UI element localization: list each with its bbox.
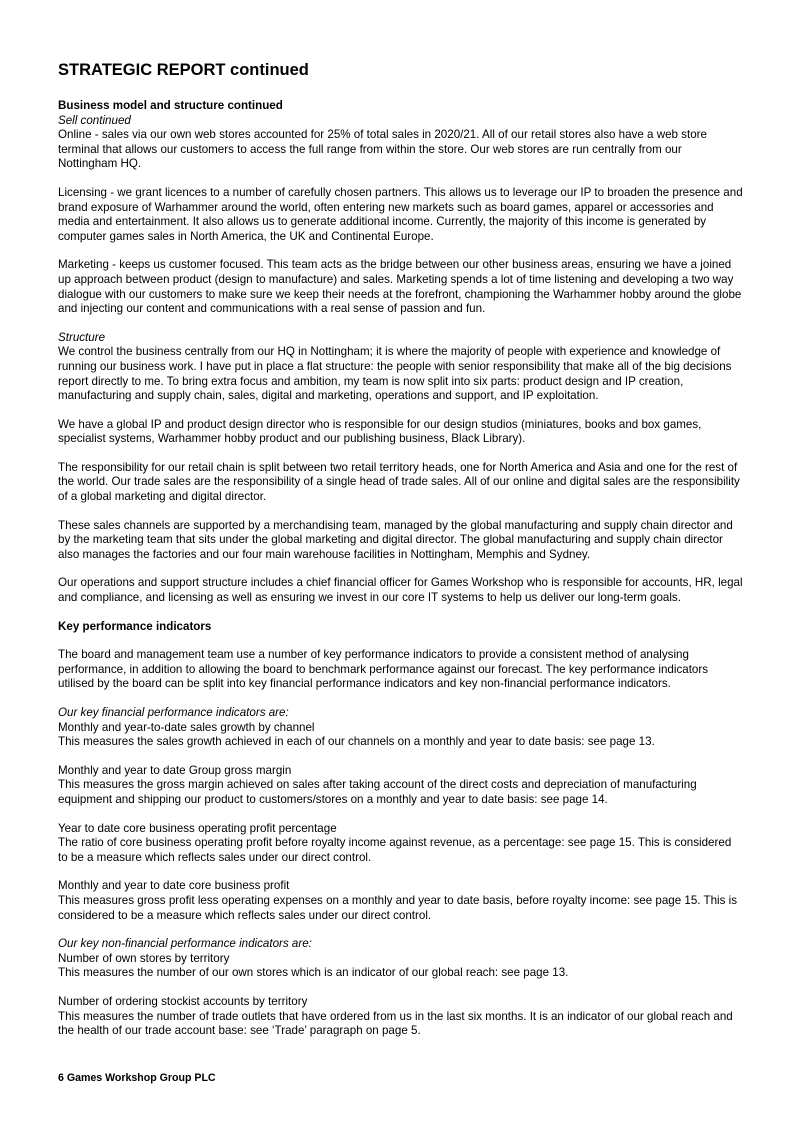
kpi-non-financial-group xyxy=(58,937,743,981)
kpi-financial-group xyxy=(58,706,743,750)
page-footer: 6 Games Workshop Group PLC xyxy=(58,1072,216,1085)
paragraph-structure-retail: The responsibility for our retail chain is split between two retail territory heads, one for North America and Asia and one for the rest of the world. Our trade sales are the responsibility of a single head of trade sales. All of our online and digital sales are the responsibility of a global marketing and digital director. xyxy=(58,460,740,504)
subheading-sell-continued: Sell continued xyxy=(58,113,131,127)
paragraph-structure-channels: These sales channels are supported by a merchandising team, managed by the global manufacturing and supply chain director and by the marketing team that sits under the global marketing and digital director. The global manufacturing and supply chain director also manages the factories and our four main warehouse facilities in Nottingham, Memphis and Sydney. xyxy=(58,518,733,561)
paragraph-kpi-intro: The board and management team use a number of key performance indicators to provide a consistent method of analysing performance, in addition to allowing the board to benchmark performance against our forecast. The key performance indicators utilised by the board can be split into key financial performance indicators and key non-financial performance indicators. xyxy=(58,648,709,691)
kpi-item-desc: This measures the number of our own stores which is an indicator of our global reach: see page 13. xyxy=(58,966,569,980)
kpi-item-desc: This measures the number of trade outlets that have ordered from us in the last six months. It is an indicator of our global reach and the health of our trade account base: see ‘Trade’ paragraph on page 5. xyxy=(58,1009,733,1038)
section-structure xyxy=(58,331,743,404)
kpi-item-desc: The ratio of core business operating profit before royalty income against revenue, as a percentage: see page 15. This is considered to be a measure which reflects sales under our direct control. xyxy=(58,836,732,864)
kpi-item-name: Monthly and year to date core business profit xyxy=(58,879,290,893)
label-non-financial-kpis: Our key non-financial performance indicators are: xyxy=(58,937,312,951)
kpi-item-name: Monthly and year to date Group gross margin xyxy=(58,763,292,777)
kpi-item xyxy=(58,822,743,866)
paragraph-marketing: Marketing - keeps us customer focused. This team acts as the bridge between our other business areas, ensuring we have a joined up approach between product (design to manufacture) and sales. Marketing spends a lot of time listening and developing a two way dialogue with our customers to make sure we keep their needs at the forefront, championing the Warhammer hobby around the globe and injecting our content and communications with a real sense of passion and fun. xyxy=(58,258,742,316)
kpi-item-name: Number of own stores by territory xyxy=(58,951,230,965)
kpi-item xyxy=(58,995,743,1039)
section-heading-kpi: Key performance indicators xyxy=(58,619,212,633)
paragraph-online: Online - sales via our own web stores accounted for 25% of total sales in 2020/21. All of our retail stores also have a web store terminal that allows our customers to access the full range from within the store. Our web stores are run centrally from our Nottingham HQ. xyxy=(58,128,707,171)
label-financial-kpis: Our key financial performance indicators are: xyxy=(58,706,289,719)
kpi-item xyxy=(58,764,743,808)
paragraph-structure-design: We have a global IP and product design director who is responsible for our design studios (miniatures, books and box games, specialist systems, Warhammer hobby product and our publishing business, Black Library). xyxy=(58,417,702,446)
section-business-model-intro xyxy=(58,99,743,172)
kpi-item xyxy=(58,879,743,923)
subheading-structure: Structure xyxy=(58,330,106,344)
kpi-item-name: Monthly and year-to-date sales growth by channel xyxy=(58,720,315,734)
kpi-item-name: Year to date core business operating profit percentage xyxy=(58,821,337,835)
kpi-item-desc: This measures the sales growth achieved in each of our channels on a monthly and year to date basis: see page 13. xyxy=(58,735,655,749)
paragraph-licensing: Licensing - we grant licences to a number of carefully chosen partners. This allows us to leverage our IP to broaden the presence and brand exposure of Warhammer around the world, often entering new markets such as board games, apparel or accessories and media and entertainment. It also allows us to generate additional income. Currently, the majority of this income is generated by computer games sales in North America, the UK and Continental Europe. xyxy=(58,185,743,243)
paragraph-structure-operations: Our operations and support structure includes a chief financial officer for Games Workshop who is responsible for accounts, HR, legal and compliance, and licensing as well as ensuring we invest in our core IT systems to help us deliver our long-term goals. xyxy=(58,576,743,605)
kpi-item-desc: This measures gross profit less operating expenses on a monthly and year to date basis, before royalty income: see page 15. This is considered to be a measure which reflects sales under our direct control. xyxy=(58,893,738,922)
section-heading-business-model: Business model and structure continued xyxy=(58,99,283,112)
page-title: STRATEGIC REPORT continued xyxy=(58,61,309,79)
kpi-item-desc: This measures the gross margin achieved on sales after taking account of the direct costs and depreciation of manufacturing equipment and shipping our product to customers/stores on a monthly and year to date basis: see page 14. xyxy=(58,778,697,806)
kpi-item-name: Number of ordering stockist accounts by territory xyxy=(58,994,308,1008)
paragraph-structure-control: We control the business centrally from our HQ in Nottingham; it is where the majority of people with experience and knowledge of running our business work. I have put in place a flat structure: the people with senior responsibility that make all of the big decisions report directly to me. To bring extra focus and ambition, my team is now split into six parts: product design and IP creation, manufacturing and supply chain, sales, digital and marketing, operations and support, and IP exploitation. xyxy=(58,345,732,403)
